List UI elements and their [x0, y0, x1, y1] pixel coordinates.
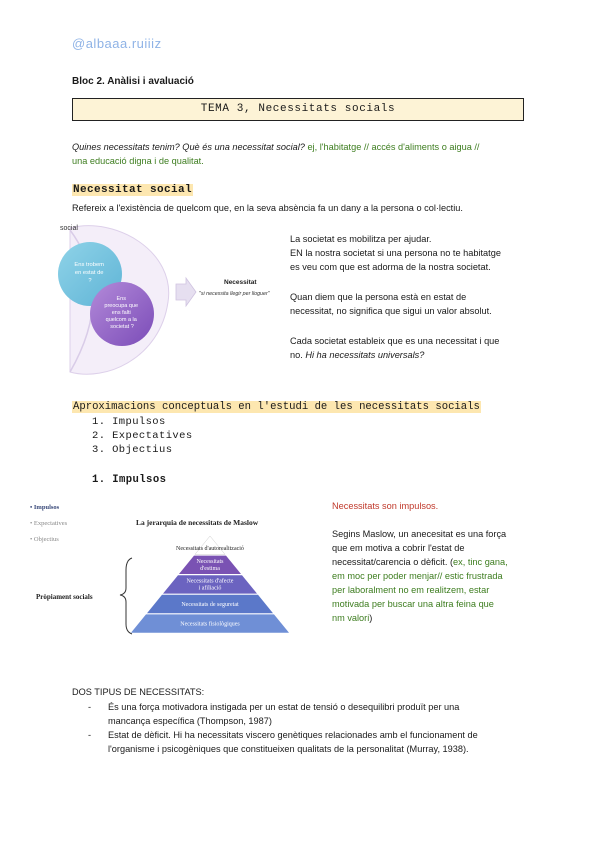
list-item: 3. Objectius: [92, 444, 173, 456]
pyramid-level-label: Necessitats d'autorealització: [176, 546, 244, 553]
legend-item: • Objectius: [30, 536, 59, 543]
list-item: 1. Impulsos: [92, 416, 166, 428]
red-note: Necessitats son impulsos.: [332, 501, 439, 511]
section-heading-necessitat-social: Necessitat social: [73, 184, 193, 196]
types-item-2: - Estat de dèficit. Hi ha necessitats viscero genètiques relacionades amb el funcionament de l'organisme i psicogèniques que constitueixen qualitats de la personalitat (Murray, 1938).: [88, 730, 478, 754]
legend-item: • Impulsos: [30, 504, 60, 511]
types-section: [72, 685, 542, 756]
diagram-arrow-icon: [176, 278, 196, 306]
intro-example-line2: una educació digna i de qualitat.: [72, 156, 204, 166]
intro-example: ej, l'habitatge // accés d'aliments o aigua //: [304, 142, 480, 152]
maslow-explanation: Necessitats son impulsos. Segins Maslow, un anecesitat es una força que em motiva a cobrir l'estat de necessitat/carencia o dèficit. (ex, tinc gana, em moc per poder menjar// estic frustrada per laboralment no em realitzem, estar motivada per buscar una altra feina que nm valori): [332, 499, 532, 625]
pyramid-title: La jerarquia de necessitats de Maslow: [136, 518, 259, 527]
maslow-pyramid: [131, 536, 289, 633]
diagram-title: Necessitat: [224, 279, 257, 286]
pyramid-level-label: Necessitats fisiològiques: [180, 621, 240, 628]
bloc-label: Bloc 2. Anàlisi i avaluació: [72, 76, 194, 87]
page-title: TEMA 3, Necessitats socials: [72, 98, 524, 121]
intro-question: Quines necessitats tenim? Què és una necessitat social?: [72, 142, 305, 152]
maslow-figure: [28, 500, 318, 640]
legend-item: • Expectatives: [30, 520, 68, 527]
diagram-circle-1-text: Ens trobem en estat de ?: [74, 262, 105, 284]
types-heading: DOS TIPUS DE NECESSITATS:: [72, 687, 205, 697]
diagram-circle-2-text: Ens preocupa que ens falti quelcom a la societat ?: [104, 296, 139, 330]
section1-side-text: La societat es mobilitza per ajudar. EN la nostra societat si una persona no te habitatge es veu com que est adorma de la nostra societat. Quan diem que la persona està en estat de necessitat, no significa que sigui un valor absolut. Cada societat estableix que es una necessitat i que no. Hi ha necessitats universals?: [290, 234, 501, 360]
list-item: 2. Expectatives: [92, 430, 193, 442]
approach-list: [92, 415, 193, 457]
definition-text: Refereix a l'existència de quelcom que, en la seva absència fa un dany a la persona o col·lectiu.: [72, 203, 463, 213]
diagram-corner-label: social: [60, 225, 78, 232]
intro-paragraph: [72, 140, 532, 168]
section-heading-impulsos: 1. Impulsos: [92, 474, 167, 486]
author-handle: @albaaa.ruiiiz: [72, 36, 162, 51]
diagram-subtitle: "si necessita llegir per lloguer": [199, 291, 270, 297]
section-heading-aproximacions: Aproximacions conceptuals en l'estudi de les necessitats socials: [73, 401, 480, 413]
pyramid-level-label: Necessitats d'afecte i afiliació: [186, 578, 234, 592]
pyramid-level-label: Necessitats de seguretat: [181, 602, 239, 608]
bracket-label: Pròpiament socials: [36, 593, 93, 601]
universal-question: Hi ha necessitats universals?: [305, 350, 425, 360]
maslow-legend: [30, 504, 68, 543]
types-item-1: - És una força motivadora instigada per un estat de tensió o desequilibri produït per una mancança específica (Thompson, 1987): [88, 702, 460, 726]
pyramid-level-label: Necessitats d'estima: [196, 558, 224, 572]
necessitat-diagram: [56, 222, 270, 378]
bracket-icon: [120, 558, 132, 634]
